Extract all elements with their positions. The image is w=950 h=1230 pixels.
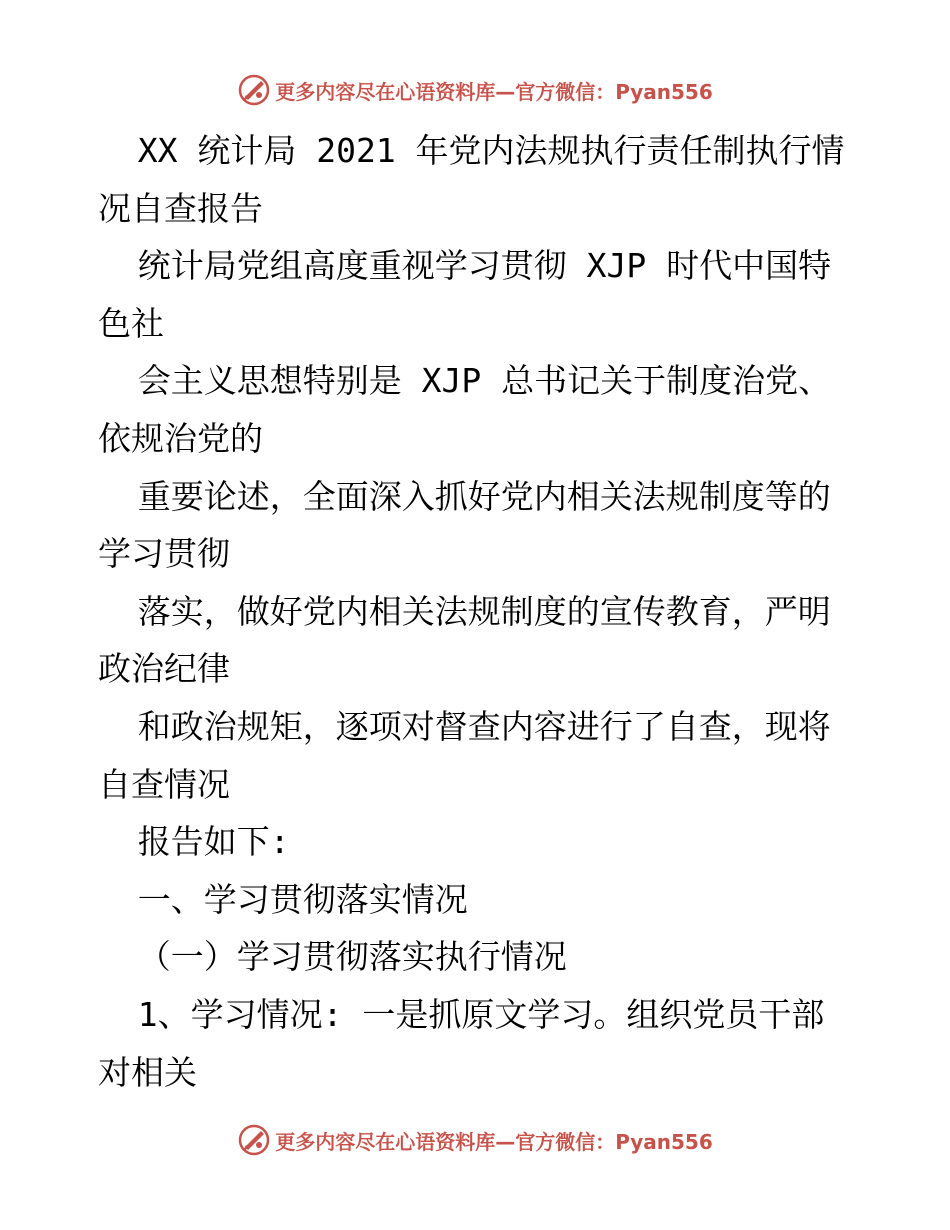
text-line: 落实，做好党内相关法规制度的宣传教育，严明 bbox=[98, 591, 831, 631]
lotus-pen-logo-icon bbox=[237, 1123, 271, 1157]
header-watermark bbox=[0, 70, 950, 110]
text-line: 自查情况 bbox=[98, 764, 230, 804]
text-line: 对相关 bbox=[98, 1052, 197, 1092]
text-line: 依规治党的 bbox=[98, 418, 263, 458]
footer-watermark bbox=[0, 1120, 950, 1160]
text-line: XX 统计局 2021 年党内法规执行责任制执行情 bbox=[98, 131, 845, 170]
lotus-pen-logo-icon bbox=[237, 73, 271, 107]
text-line: 报告如下: bbox=[98, 822, 290, 862]
text-line: 会主义思想特别是 XJP 总书记关于制度治党、 bbox=[98, 361, 832, 401]
watermark-text: 更多内容尽在心语资料库—官方微信：Pyan556 bbox=[275, 1129, 713, 1154]
text-line: 政治纪律 bbox=[98, 649, 230, 689]
text-line: 色社 bbox=[98, 303, 164, 343]
text-line: 一、学习贯彻落实情况 bbox=[98, 879, 468, 919]
document-body bbox=[98, 122, 858, 1101]
watermark-text: 更多内容尽在心语资料库—官方微信：Pyan556 bbox=[275, 79, 713, 104]
text-line: （一）学习贯彻落实执行情况 bbox=[98, 937, 567, 977]
text-line: 统计局党组高度重视学习贯彻 XJP 时代中国特 bbox=[98, 246, 832, 286]
text-line: 重要论述，全面深入抓好党内相关法规制度等的 bbox=[98, 476, 831, 516]
text-line: 和政治规矩，逐项对督查内容进行了自查，现将 bbox=[98, 706, 831, 746]
text-line: 学习贯彻 bbox=[98, 534, 230, 574]
text-line: 况自查报告 bbox=[98, 188, 263, 228]
text-line: 1、学习情况: 一是抓原文学习。组织党员干部 bbox=[98, 994, 825, 1034]
